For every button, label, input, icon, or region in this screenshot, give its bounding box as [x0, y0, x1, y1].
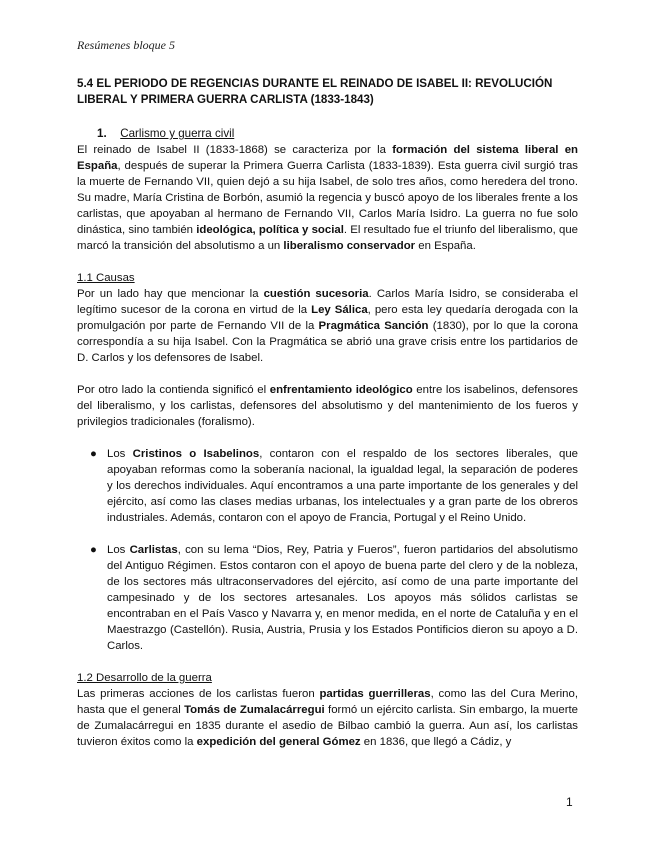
bold-run: Pragmática Sanción	[318, 320, 429, 332]
bullet-text-carlistas: Los Carlistas, con su lema “Dios, Rey, Patria y Fueros”, fueron partidarios del absolutismo del Antiguo Régimen. Estos contaron con el apoyo de buena parte del clero y de la nobleza, de los sectores más ultraconservadores del ejército, así como de una parte importante del campesinado y de los sectores artesanales. Los apoyos más sólidos carlistas se encontraban en el País Vasco y Navarra y, en menor medida, en el norte de Cataluña y en el Maestrazgo (Castellón). Rusia, Austria, Prusia y los Estados Pontificios dieron su apoyo a D. Carlos.	[107, 544, 579, 652]
document-body	[77, 76, 578, 750]
bold-run: expedición del general Gómez	[196, 736, 361, 748]
page-number: 1	[566, 795, 573, 809]
section-1-number: 1.	[97, 127, 107, 140]
title-line-2: LIBERAL Y PRIMERA GUERRA CARLISTA (1833-1843)	[77, 93, 374, 106]
bullet-icon: ●	[90, 448, 97, 460]
causas-paragraph-2: Por otro lado la contienda significó el enfrentamiento ideológico entre los isabelinos, defensores del liberalismo, y los carlistas, defensores del absolutismo y del mantenimiento de los fueros y privilegios tradicionales (foralismo).	[77, 384, 578, 428]
bold-run: Tomás de Zumalacárregui	[184, 704, 325, 716]
bullet-text-cristinos: Los Cristinos o Isabelinos, contaron con el respaldo de los sectores liberales, que apoyaban reformas como la soberanía nacional, la igualdad legal, la separación de poderes y los derechos individuales. Aquí encontramos a una parte importante de los generales y del ejército, así como las clases medias urbanas, los intelectuales y a gran parte de los obreros industriales. Además, contaron con el apoyo de Francia, Portugal y el Reino Unido.	[107, 448, 578, 524]
title-line-1: 5.4 EL PERIODO DE REGENCIAS DURANTE EL REINADO DE ISABEL II: REVOLUCIÓN	[77, 77, 553, 90]
bold-run: enfrentamiento ideológico	[269, 384, 413, 396]
list-item	[77, 446, 578, 526]
causas-paragraph-1: Por un lado hay que mencionar la cuestión sucesoria. Carlos María Isidro, se consideraba el legítimo sucesor de la corona en virtud de la Ley Sálica, pero esta ley quedaría derogada con la promulgación por parte de Fernando VII de la Pragmática Sanción (1830), por lo que la corona correspondía a su hija Isabel. Con la Pragmática se abrió una grave crisis entre los partidarios de D. Carlos y los defensores de Isabel.	[77, 288, 578, 364]
causas-bullet-list	[77, 446, 578, 654]
section-1-heading	[97, 126, 578, 142]
bold-run: formación del sistema liberal en España	[77, 144, 578, 172]
bold-run: ideológica, política y social	[196, 224, 344, 236]
desarrollo-paragraph: Las primeras acciones de los carlistas fueron partidas guerrilleras, como las del Cura Merino, hasta que el general Tomás de Zumalacárregui formó un ejército carlista. Sin embargo, la muerte de Zumalacárregui en 1835 durante el asedio de Bilbao cambió la guerra. Aun así, los carlistas tuvieron éxitos como la expedición del general Gómez en 1836, que llegó a Cádiz, y	[77, 688, 578, 748]
desarrollo-heading: 1.2 Desarrollo de la guerra	[77, 672, 212, 684]
causas-heading: 1.1 Causas	[77, 272, 135, 284]
bold-run: Ley Sálica	[311, 304, 368, 316]
running-header: Resúmenes bloque 5	[77, 38, 175, 52]
bold-run: Carlistas	[129, 544, 178, 556]
document-title	[77, 76, 578, 108]
paragraph-gap	[77, 366, 578, 382]
section-1-paragraph: El reinado de Isabel II (1833-1868) se caracteriza por la formación del sistema liberal en España, después de superar la Primera Guerra Carlista (1833-1839). Esta guerra civil surgió tras la muerte de Fernando VII, quien dejó a su hija Isabel, de solo tres años, como heredera del trono. Su madre, María Cristina de Borbón, asumió la regencia y buscó apoyo de los liberales frente a los carlistas, que apoyaban al hermano de Fernando VII, Carlos María Isidro. La guerra no fue solo dinástica, sino también ideológica, política y social. El resultado fue el triunfo del liberalismo, que marcó la transición del absolutismo a un liberalismo conservador en España.	[77, 144, 578, 252]
bold-run: cuestión sucesoria	[263, 288, 369, 300]
section-1-label: Carlismo y guerra civil	[120, 127, 235, 140]
bold-run: Cristinos o Isabelinos	[132, 448, 260, 460]
list-item	[77, 542, 578, 654]
bold-run: partidas guerrilleras	[319, 688, 431, 700]
bold-run: liberalismo conservador	[283, 240, 416, 252]
bullet-icon: ●	[90, 544, 97, 556]
